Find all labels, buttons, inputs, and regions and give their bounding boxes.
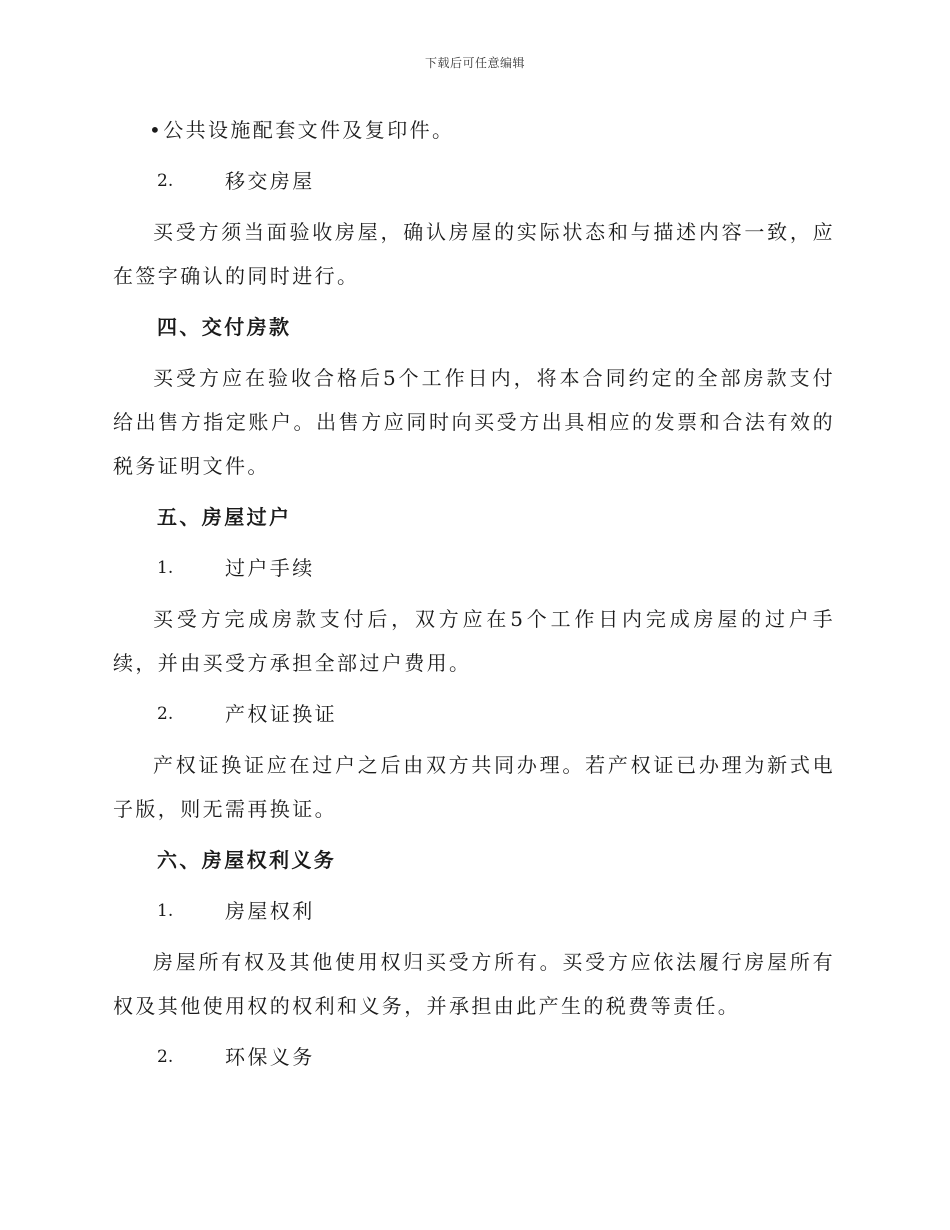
numbered-item	[113, 159, 835, 203]
item-number: 2.	[157, 1047, 174, 1067]
paragraph: 买受方须当面验收房屋，确认房屋的实际状态和与描述内容一致，应在签字确认的同时进行。	[113, 220, 835, 288]
paragraph: 买受方应在验收合格后5个工作日内，将本合同约定的全部房款支付给出售方指定账户。出售方应同时向买受方出具相应的发票和合法有效的税务证明文件。	[113, 366, 835, 478]
numbered-item	[113, 1035, 835, 1079]
item-number: 1.	[157, 558, 174, 578]
item-number: 2.	[157, 704, 174, 724]
section-heading: 六、房屋权利义务	[157, 848, 337, 872]
section-heading: 五、房屋过户	[157, 505, 292, 529]
numbered-item	[113, 546, 835, 590]
section-heading: 四、交付房款	[157, 315, 292, 339]
bullet-paragraph: •公共设施配套文件及复印件。	[149, 118, 455, 142]
item-title: 移交房屋	[225, 169, 315, 193]
paragraph: 产权证换证应在过户之后由双方共同办理。若产权证已办理为新式电子版，则无需再换证。	[113, 753, 835, 821]
item-title: 过户手续	[225, 556, 315, 580]
item-number: 1.	[157, 901, 174, 921]
item-title: 房屋权利	[225, 899, 315, 923]
paragraph: 买受方完成房款支付后，双方应在5个工作日内完成房屋的过户手续，并由买受方承担全部过户费用。	[113, 607, 835, 675]
document-body	[113, 108, 835, 1086]
item-number: 2.	[157, 171, 174, 191]
page-header: 下载后可任意编辑	[424, 56, 525, 70]
item-title: 产权证换证	[225, 702, 337, 726]
paragraph: 房屋所有权及其他使用权归买受方所有。买受方应依法履行房屋所有权及其他使用权的权利和义务，并承担由此产生的税费等责任。	[113, 950, 835, 1018]
item-title: 环保义务	[225, 1045, 315, 1069]
numbered-item	[113, 692, 835, 736]
numbered-item	[113, 889, 835, 933]
